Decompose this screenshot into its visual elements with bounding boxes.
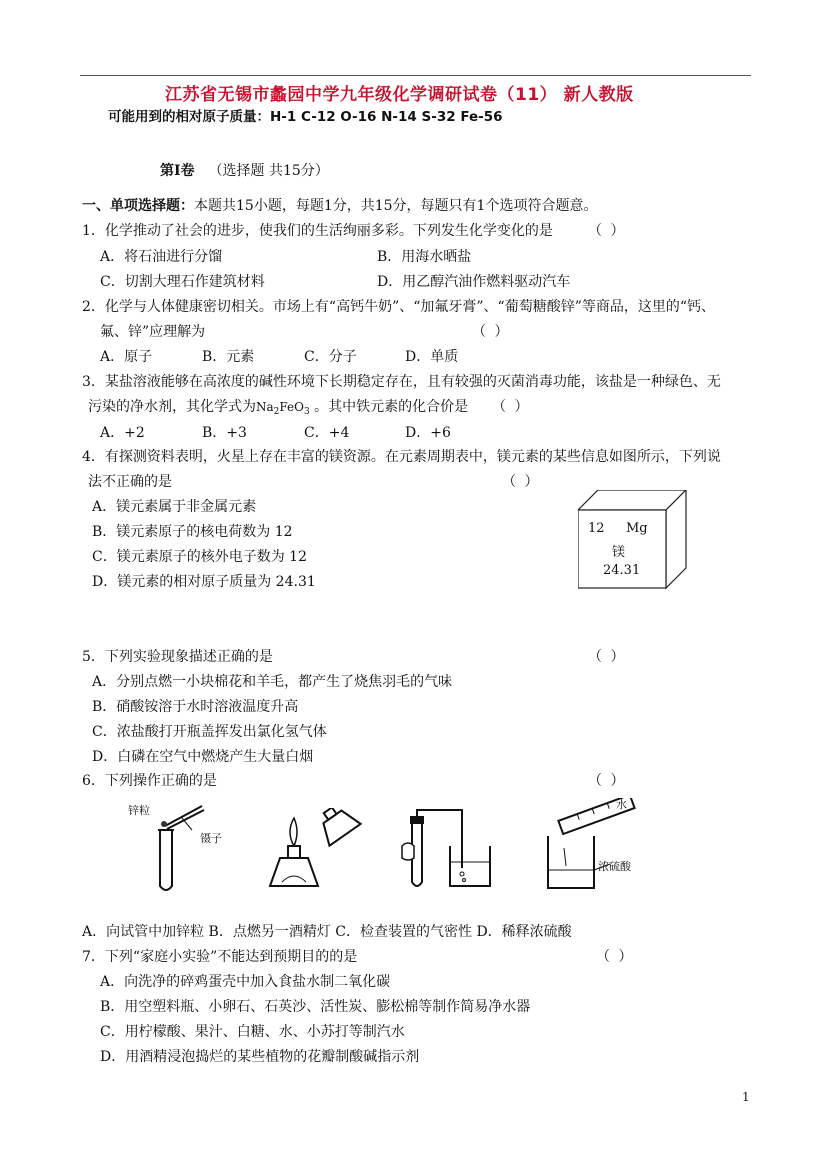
- fig-light-lamp: [260, 808, 370, 894]
- q3-option-b: B．+3: [202, 425, 247, 441]
- q5-stem: 5．下列实验现象描述正确的是: [82, 649, 273, 665]
- q2-answer-blank[interactable]: （ ）: [472, 324, 511, 340]
- lamp2-tilted: [312, 808, 360, 846]
- q3-option-c: C．+4: [304, 425, 350, 441]
- element-number: 12: [588, 521, 605, 536]
- q4-option-c: C．镁元素原子的核外电子数为 12: [92, 549, 307, 565]
- q7-option-a: A．向洗净的碎鸡蛋壳中加入食盐水制二氧化碳: [100, 974, 391, 990]
- magnesium-element-box: [578, 490, 688, 590]
- volume-heading: [160, 160, 329, 180]
- zinc-granule: [161, 821, 167, 827]
- fig-light-lamp-drawing: [260, 808, 370, 894]
- lamp1-body: [270, 858, 318, 886]
- element-symbol: Mg: [626, 521, 648, 536]
- formula-na: Na: [256, 400, 274, 414]
- airtight-bubble1: [460, 872, 464, 876]
- q3-stem-post: 。其中铁元素的化合价是: [309, 399, 469, 415]
- q1-answer-blank[interactable]: （ ）: [588, 223, 627, 239]
- q1-option-d: D．用乙醇汽油作燃料驱动汽车: [377, 274, 571, 290]
- q5-option-b: B．硝酸铵溶于水时溶液温度升高: [92, 699, 299, 715]
- q2-stem-line1: 2．化学与人体健康密切相关。市场上有“高钙牛奶”、“加氟牙膏”、“葡萄糖酸锌”等商品，这里的“钙、: [82, 299, 716, 315]
- q3-stem-line1: 3．某盐溶液能够在高浓度的碱性环境下长期稳定存在，且有较强的灭菌消毒功能，该盐是一种绿色、无: [82, 374, 721, 390]
- atomic-masses: 可能用到的相对原子质量：H-1 C-12 O-16 N-14 S-32 Fe-56: [108, 109, 503, 125]
- q3-stem-pre: 污染的净水剂，其化学式为: [88, 399, 256, 415]
- q1-option-c: C．切割大理石作建筑材料: [100, 274, 265, 290]
- q2-stem-line2: 氟、锌”应理解为: [100, 324, 206, 340]
- formula-na-sub: 2: [273, 407, 280, 417]
- tweezers-arm1: [165, 806, 202, 826]
- q3-option-a: A．+2: [100, 425, 145, 441]
- q7-option-b: B．用空塑料瓶、小卵石、石英沙、活性炭、膨松棉等制作简易净水器: [100, 999, 531, 1015]
- q2-option-b: B．元素: [202, 349, 255, 365]
- q4-option-a: A．镁元素属于非金属元素: [92, 499, 257, 515]
- element-mass: 24.31: [603, 563, 641, 578]
- volume-label: 第Ⅰ卷: [160, 163, 195, 179]
- acid-stream: [564, 848, 566, 866]
- q7-answer-blank[interactable]: （ ）: [596, 949, 635, 965]
- q3-formula: [256, 400, 310, 417]
- label-water: 水: [616, 798, 627, 811]
- q4-option-b: B．镁元素原子的核电荷数为 12: [92, 524, 293, 540]
- q4-answer-blank[interactable]: （ ）: [502, 474, 541, 490]
- label-tweezers: 镊子: [200, 832, 222, 845]
- q5-option-a: A．分别点燃一小块棉花和羊毛，都产生了烧焦羽毛的气味: [92, 674, 453, 690]
- tweezers-arm2: [167, 810, 204, 829]
- q7-stem: 7．下列“家庭小实验”不能达到预期目的的是: [82, 949, 358, 965]
- q5-option-c: C．浓盐酸打开瓶盖挥发出氯化氢气体: [92, 724, 327, 740]
- q2-option-c: C．分子: [304, 349, 357, 365]
- label-acid: 浓硫酸: [598, 860, 631, 873]
- lamp1-neck: [288, 846, 300, 858]
- q6-stem: 6．下列操作正确的是: [82, 773, 217, 789]
- q1-stem: 1．化学推动了社会的进步，使我们的生活绚丽多彩。下列发生化学变化的是: [82, 223, 553, 239]
- q3-answer-blank[interactable]: （ ）: [492, 399, 531, 415]
- fig-dilute-acid: [540, 798, 650, 894]
- q5-answer-blank[interactable]: （ ）: [588, 649, 627, 665]
- q3-option-d: D．+6: [405, 425, 451, 441]
- fig-check-airtightness-drawing: [400, 806, 500, 896]
- test-tube-outline: [160, 830, 172, 890]
- q4-option-d: D．镁元素的相对原子质量为 24.31: [92, 574, 316, 590]
- page-title: 江苏省无锡市蠡园中学九年级化学调研试卷（11） 新人教版: [165, 85, 634, 105]
- airtight-hand: [402, 843, 414, 860]
- q7-option-d: D．用酒精浸泡捣烂的某些植物的花瓣制酸碱指示剂: [100, 1049, 420, 1065]
- q4-stem-line1: 4．有探测资料表明，火星上存在丰富的镁资源。在元素周期表中，镁元素的某些信息如图所示，下列说: [82, 449, 721, 465]
- section-desc: 本题共15小题，每题1分，共15分，每题只有1个选项符合题意。: [194, 198, 598, 214]
- formula-fe: FeO: [279, 400, 304, 414]
- q6-answer-blank[interactable]: （ ）: [588, 773, 627, 789]
- q1-option-a: A．将石油进行分馏: [100, 249, 223, 265]
- acid-beaker: [548, 836, 594, 888]
- q4-stem-line2: 法不正确的是: [88, 474, 172, 490]
- q7-option-c: C．用柠檬酸、果汁、白糖、水、小苏打等制汽水: [100, 1024, 405, 1040]
- airtight-bubble2: [463, 879, 466, 882]
- label-zinc: 锌粒: [128, 804, 150, 817]
- q3-stem-line2: [88, 396, 468, 417]
- section-heading: [82, 195, 597, 215]
- header-rule: [80, 75, 751, 76]
- section-title: 一、单项选择题：: [82, 198, 194, 214]
- airtight-beaker: [450, 846, 490, 886]
- q2-option-a: A．原子: [100, 349, 153, 365]
- airtight-stopper: [410, 816, 424, 824]
- lamp1-flame: [290, 818, 297, 846]
- fig-dilute-acid-drawing: [540, 798, 650, 894]
- q1-option-b: B．用海水晒盐: [377, 249, 472, 265]
- element-name: 镁: [612, 545, 626, 560]
- page-number: 1: [742, 1090, 750, 1104]
- fig-check-airtightness: [400, 806, 500, 896]
- formula-fe-sub: 3: [304, 407, 310, 417]
- volume-desc: （选择题 共15分）: [208, 163, 329, 179]
- q6-options: A．向试管中加锌粒 B．点燃另一酒精灯 C．检查装置的气密性 D．稀释浓硫酸: [82, 924, 572, 940]
- fig-add-zinc: [120, 800, 230, 900]
- q5-option-d: D．白磷在空气中燃烧产生大量白烟: [92, 749, 314, 765]
- q2-option-d: D．单质: [405, 349, 459, 365]
